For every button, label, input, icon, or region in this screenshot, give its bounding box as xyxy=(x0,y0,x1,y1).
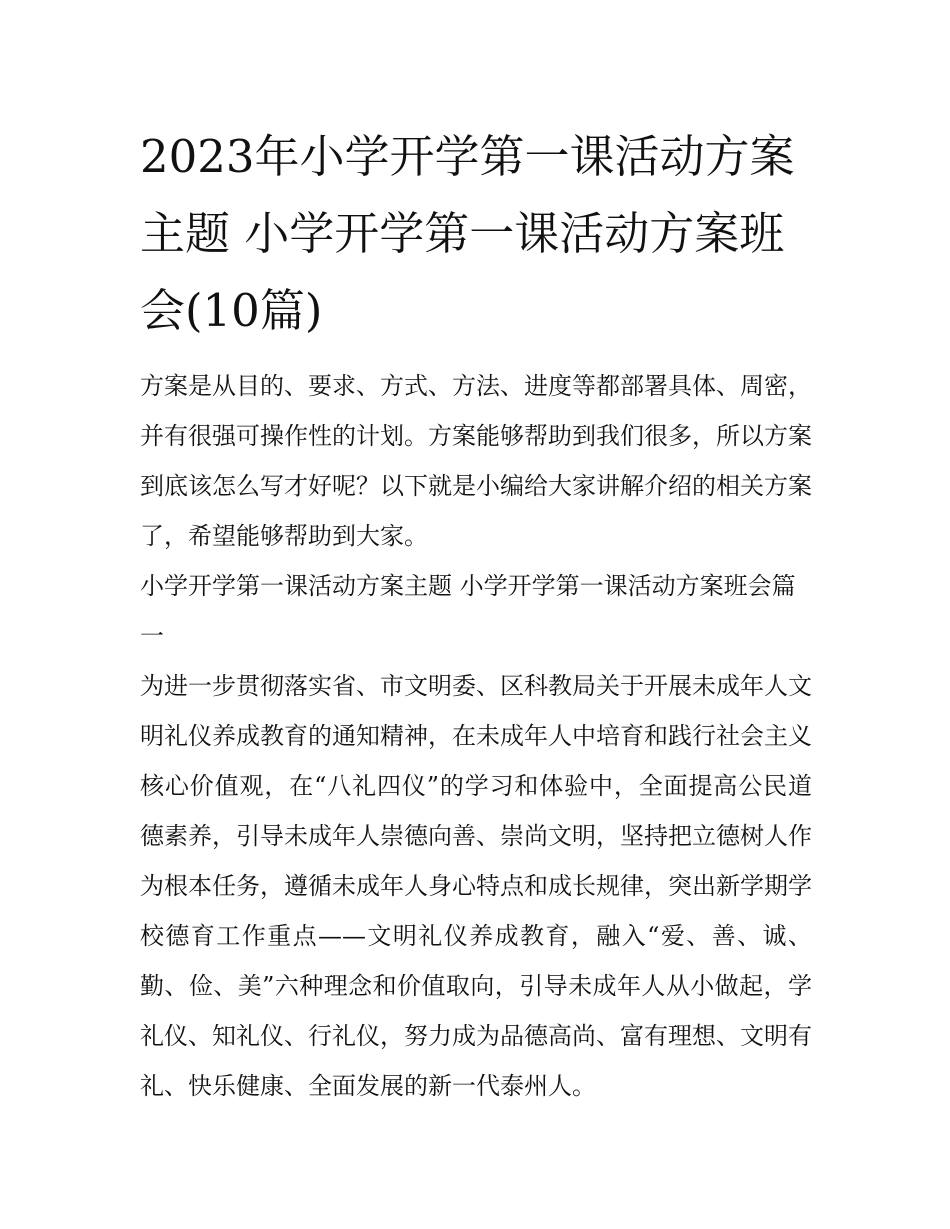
intro-paragraph: 方案是从目的、要求、方式、方法、进度等都部署具体、周密，并有很强可操作性的计划。方案能够帮助到我们很多，所以方案到底该怎么写才好呢？以下就是小编给大家讲解介绍的相关方案了，希望能够帮助到大家。 xyxy=(140,372,812,550)
document-title: 2023年小学开学第一课活动方案主题 小学开学第一课活动方案班会(10篇) xyxy=(140,130,795,337)
body-paragraph: 为进一步贯彻落实省、市文明委、区科教局关于开展未成年人文明礼仪养成教育的通知精神，在未成年人中培育和践行社会主义核心价值观，在“八礼四仪”的学习和体验中，全面提高公民道德素养，引导未成年人崇德向善、崇尚文明，坚持把立德树人作为根本任务，遵循未成年人身心特点和成长规律，突出新学期学校德育工作重点——文明礼仪养成教育，融入“爱、善、诚、勤、俭、美”六种理念和价值取向，引导未成年人从小做起，学礼仪、知礼仪、行礼仪，努力成为品德高尚、富有理想、文明有礼、快乐健康、全面发展的新一代泰州人。 xyxy=(140,672,812,1100)
section-heading: 小学开学第一课活动方案主题 小学开学第一课活动方案班会篇一 xyxy=(140,572,796,650)
document-content xyxy=(140,118,812,1111)
